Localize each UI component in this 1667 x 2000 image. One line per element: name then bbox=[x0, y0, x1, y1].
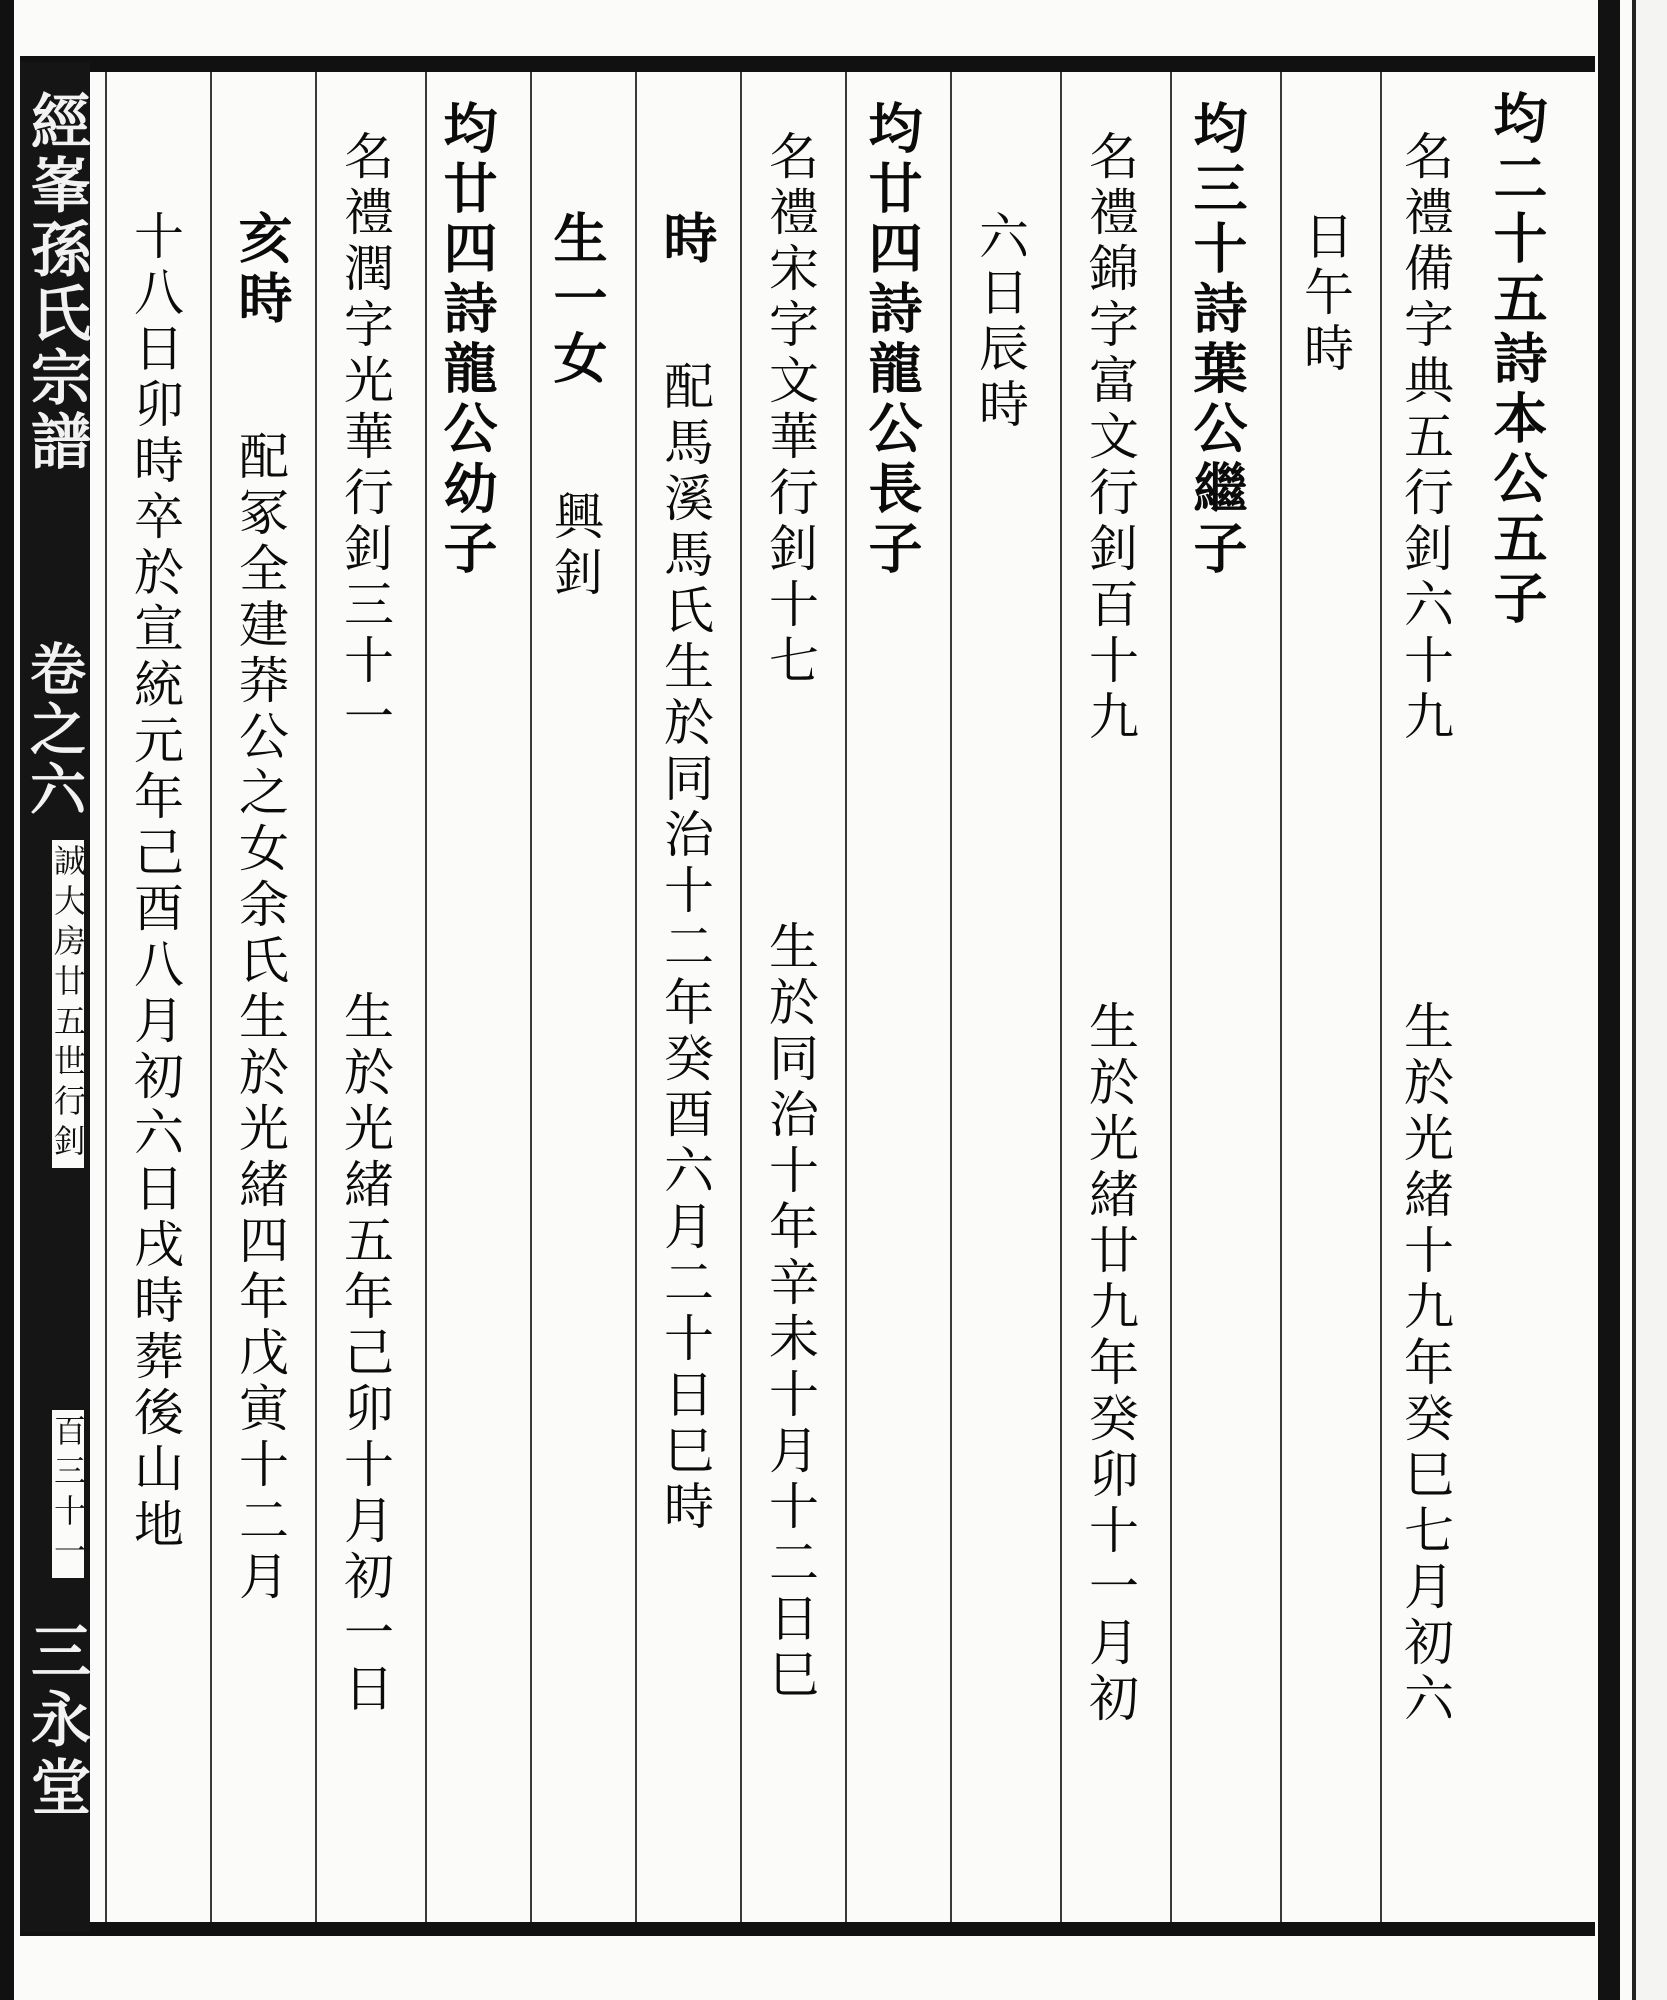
column-rule bbox=[530, 72, 532, 1922]
column-rule bbox=[740, 72, 742, 1922]
entry-heading-1: 均二十五詩本公五子 bbox=[1485, 90, 1549, 630]
entry-name-line: 名禮宋字文華行釗十七 bbox=[761, 130, 819, 690]
entry-child-name: 興釗 bbox=[546, 490, 604, 602]
entry-spouse-line: 配冢全建莽公之女余氏生於光緒四年戊寅十二月 bbox=[231, 430, 289, 1606]
entry-name-line: 名禮潤字光華行釗三十一 bbox=[336, 130, 394, 746]
hall-name: 三永堂 bbox=[21, 1620, 91, 1824]
column-rule bbox=[635, 72, 637, 1922]
binding-edge-left bbox=[0, 0, 14, 2000]
entry-name-line: 名禮備字典五行釗六十九 bbox=[1396, 130, 1454, 746]
entry-name-line: 名禮錦字富文行釗百十九 bbox=[1081, 130, 1139, 746]
entry-continuation: 時 bbox=[655, 210, 719, 270]
entry-birth-line: 生於光緒廿九年癸卯十一月初 bbox=[1081, 1000, 1139, 1728]
entry-continuation: 日午時 bbox=[1296, 210, 1354, 378]
entry-continuation: 亥時 bbox=[230, 210, 294, 330]
genealogy-title: 經峯孫氏宗譜 bbox=[21, 90, 91, 474]
column-rule bbox=[1380, 72, 1382, 1922]
column-rule bbox=[1170, 72, 1172, 1922]
entry-birth-line: 生於光緒五年己卯十月初一日 bbox=[336, 990, 394, 1718]
branch-label: 誠大房廿五世行釗 bbox=[52, 840, 84, 1168]
entry-heading-2: 均三十詩葉公繼子 bbox=[1185, 100, 1249, 580]
column-rule bbox=[950, 72, 952, 1922]
page-number: 百三十一 bbox=[52, 1410, 84, 1578]
entry-spouse-line: 配馬溪馬氏生於同治十二年癸酉六月二十日巳時 bbox=[656, 360, 714, 1536]
column-rule bbox=[105, 72, 107, 1922]
binding-edge-right bbox=[1598, 0, 1620, 2000]
column-rule bbox=[425, 72, 427, 1922]
frame-top-border bbox=[20, 56, 1595, 72]
entry-continuation: 六日辰時 bbox=[971, 210, 1029, 434]
column-rule bbox=[1280, 72, 1282, 1922]
column-rule bbox=[845, 72, 847, 1922]
entry-heading-4: 均廿四詩龍公幼子 bbox=[435, 100, 499, 580]
entry-death-line: 十八日卯時卒於宣統元年己酉八月初六日戌時葬後山地 bbox=[126, 210, 184, 1554]
column-rule bbox=[1060, 72, 1062, 1922]
page-margin-right bbox=[1632, 0, 1667, 2000]
column-rule bbox=[210, 72, 212, 1922]
entry-birth-line: 生於光緒十九年癸巳七月初六 bbox=[1396, 1000, 1454, 1728]
volume-label: 卷之六 bbox=[21, 640, 87, 820]
frame-bottom-border bbox=[20, 1922, 1595, 1936]
column-rule bbox=[315, 72, 317, 1922]
entry-children: 生一女 bbox=[545, 210, 609, 390]
entry-heading-3: 均廿四詩龍公長子 bbox=[860, 100, 924, 580]
entry-birth-line: 生於同治十年辛未十月十二日巳 bbox=[761, 920, 819, 1704]
